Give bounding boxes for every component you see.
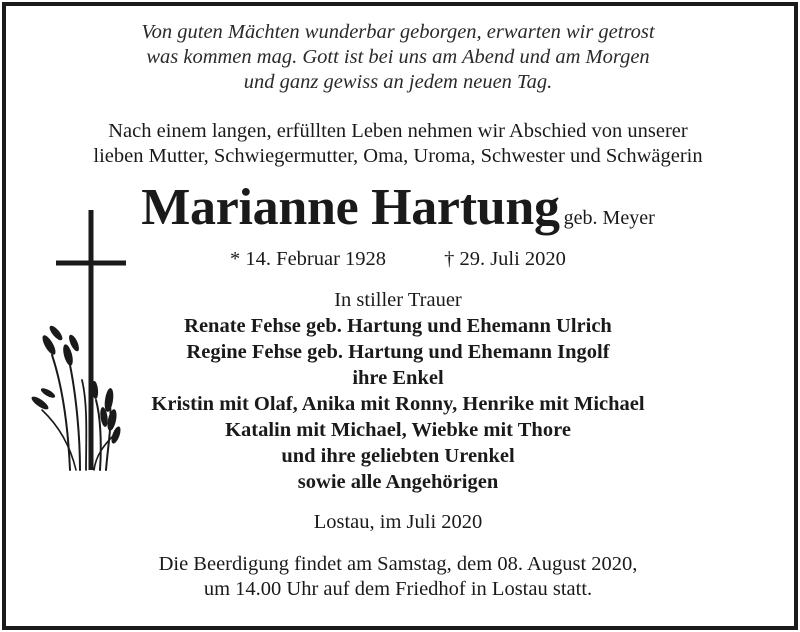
verse-line: und ganz gewiss an jedem neuen Tag. <box>243 71 553 93</box>
mourner-line: sowie alle Angehörigen <box>297 471 499 493</box>
funeral-line: um 14.00 Uhr auf dem Friedhof in Lostau statt. <box>203 578 593 600</box>
intro-text <box>0 119 796 169</box>
deceased-name: Marianne Hartung <box>141 179 560 236</box>
verse-line: was kommen mag. Gott ist bei uns am Abend und am Morgen <box>146 46 650 68</box>
mourner-line: ihre Enkel <box>352 367 444 389</box>
verse-line: Von guten Mächten wunderbar geborgen, erwarten wir getrost <box>141 21 655 43</box>
birth-name: geb. Meyer <box>563 207 655 229</box>
birth-date: * 14. Februar 1928 <box>230 248 387 270</box>
mourner-line: Kristin mit Olaf, Anika mit Ronny, Henrike mit Michael <box>151 393 645 415</box>
intro-line: lieben Mutter, Schwiegermutter, Oma, Uroma, Schwester und Schwägerin <box>93 145 703 167</box>
death-date: † 29. Juli 2020 <box>444 248 566 270</box>
place-date: Lostau, im Juli 2020 <box>313 511 483 533</box>
mourner-line: Regine Fehse geb. Hartung und Ehemann Ingolf <box>186 341 610 363</box>
cross-with-wheat-icon <box>30 205 140 475</box>
mourner-line: und ihre geliebten Urenkel <box>281 445 515 467</box>
funeral-notice <box>0 552 796 602</box>
verse <box>0 20 796 95</box>
funeral-line: Die Beerdigung findet am Samstag, dem 08. August 2020, <box>158 553 638 575</box>
intro-line: Nach einem langen, erfüllten Leben nehmen wir Abschied von unserer <box>108 120 688 142</box>
mourner-line: Katalin mit Michael, Wiebke mit Thore <box>225 419 571 441</box>
mourners-heading: In stiller Trauer <box>334 289 462 311</box>
mourner-line: Renate Fehse geb. Hartung und Ehemann Ulrich <box>184 315 612 337</box>
